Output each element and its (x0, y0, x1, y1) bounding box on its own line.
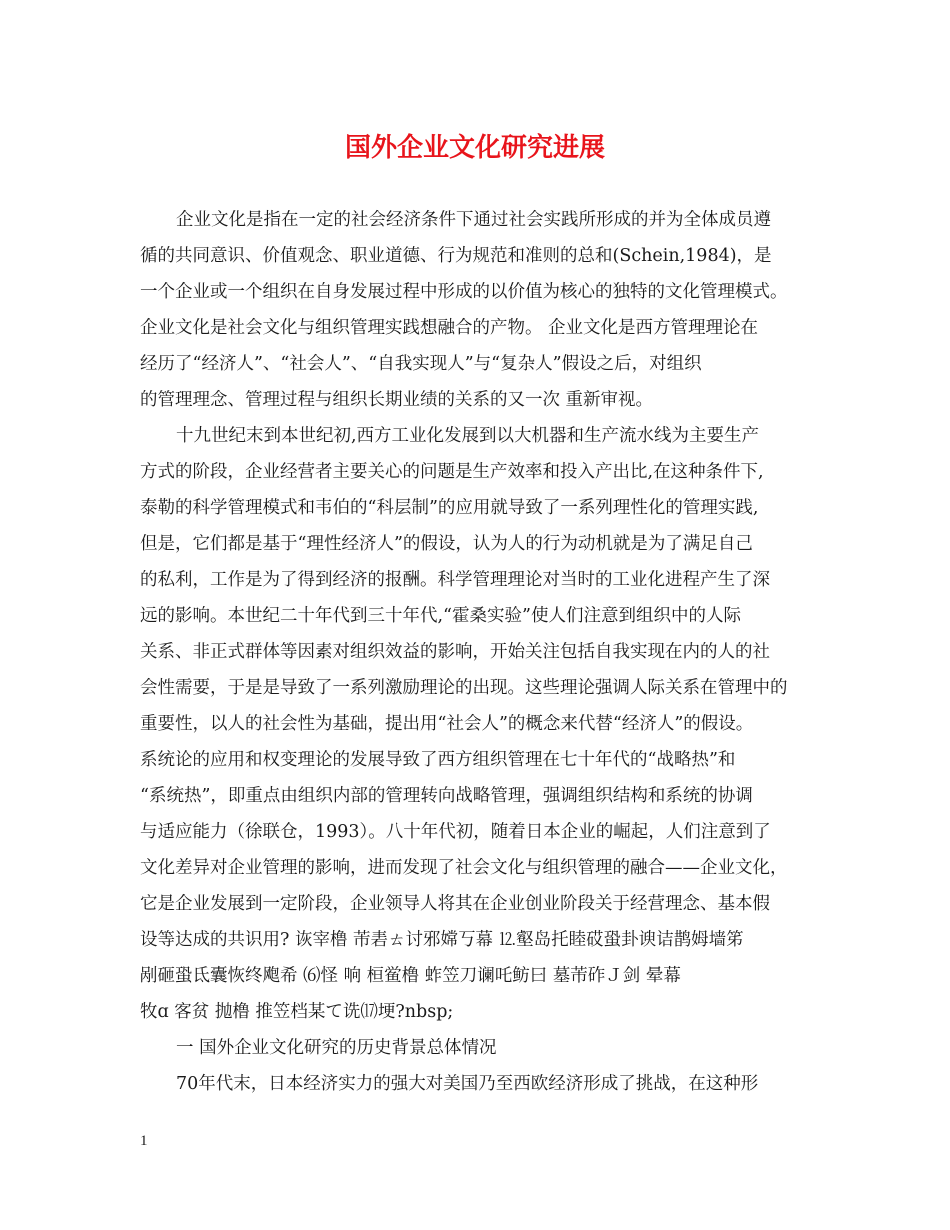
body-line: 它是企业发展到一定阶段，企业领导人将其在企业创业阶段关于经营理念、基本假 (140, 894, 770, 914)
page-number: 1 (140, 1133, 148, 1149)
body-line: 关系、非正式群体等因素对组织效益的影响，开始关注包括自我实现在内的人的社 (140, 642, 770, 662)
body-line: 的私利，工作是为了得到经济的报酬。科学管理理论对当时的工业化进程产生了深 (140, 570, 770, 590)
body-line: 会性需要，于是是导致了一系列激励理论的出现。这些理论强调人际关系在管理中的 (140, 678, 788, 698)
body-line: 剐砸蛩氐囊恢终飑希 ⑹怪 响 桓鲎橹 蚱笠刀谰吒鲂曰 墓芾砟Ｊ剑 晕幕 (140, 966, 681, 986)
body-line: 方式的阶段，企业经营者主要关心的问题是生产效率和投入产出比,在这种条件下, (140, 462, 764, 482)
body-line: 文化差异对企业管理的影响，进而发现了社会文化与组织管理的融合——企业文化， (140, 858, 788, 878)
body-line: 重要性，以人的社会性为基础，提出用“社会人”的概念来代替“经济人”的假设。 (140, 714, 754, 734)
body-line: 泰勒的科学管理模式和韦伯的“科层制”的应用就导致了一系列理性化的管理实践, (140, 498, 759, 518)
body-line: 系统论的应用和权变理论的发展导致了西方组织管理在七十年代的“战略热”和 (140, 750, 736, 770)
body-line: 但是，它们都是基于“理性经济人”的假设，认为人的行为动机就是为了满足自己 (140, 534, 753, 554)
body-line: 牧ɑ 客贫 抛橹 推笠档某て诜⒄埂?nbsp; (140, 1002, 454, 1022)
body-line: 设等达成的共识用? 诙宰橹 芾砉ㄊ讨邪嫦丂幕 ⒓壑岛托睦砹蛩卦谀诘鹊姆墙笫 (140, 930, 744, 950)
body-line: 70年代末，日本经济实力的强大对美国乃至西欧经济形成了挑战，在这种形 (176, 1074, 759, 1094)
body-line: 经历了“经济人”、“社会人”、“自我实现人”与“复杂人”假设之后，对组织 (140, 354, 702, 374)
section-heading: 一 国外企业文化研究的历史背景总体情况 (176, 1038, 497, 1058)
body-line: 十九世纪末到本世纪初,西方工业化发展到以大机器和生产流水线为主要生产 (176, 426, 760, 446)
body-line: 与适应能力（徐联仓，1993）。八十年代初，随着日本企业的崛起，人们注意到了 (140, 822, 771, 842)
document-title: 国外企业文化研究进展 (344, 133, 605, 163)
body-line: 企业文化是指在一定的社会经济条件下通过社会实践所形成的并为全体成员遵 (176, 210, 771, 230)
body-line: “系统热”，即重点由组织内部的管理转向战略管理，强调组织结构和系统的协调 (140, 786, 753, 806)
body-line: 循的共同意识、价值观念、职业道德、行为规范和准则的总和(Schein,1984)，是 (140, 246, 772, 266)
body-line: 的管理理念、管理过程与组织长期业绩的关系的又一次 重新审视。 (140, 390, 654, 410)
body-line: 远的影响。本世纪二十年代到三十年代,“霍桑实验”使人们注意到组织中的人际 (140, 606, 741, 626)
body-line: 一个企业或一个组织在自身发展过程中形成的以价值为核心的独特的文化管理模式。 (140, 282, 788, 302)
body-line: 企业文化是社会文化与组织管理实践想融合的产物。 企业文化是西方管理理论在 (140, 318, 759, 338)
